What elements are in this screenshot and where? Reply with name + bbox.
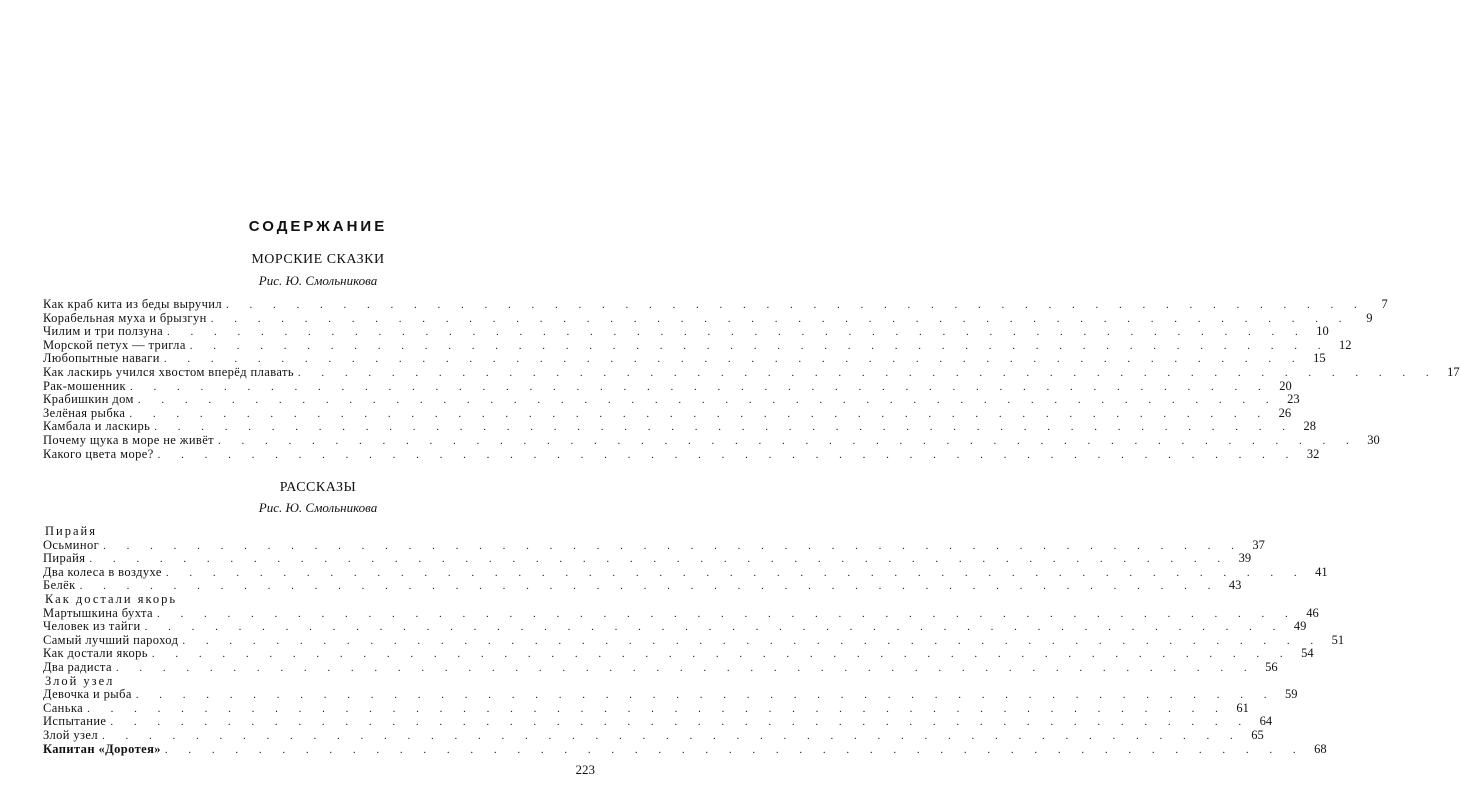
dot-leader: . . . . . . . . . . . . . . . . . . . . . . . . . . . . . . . . . . . . . . . . . . . . . . . . . (135, 689, 1276, 702)
toc-list-stories (43, 524, 1345, 756)
toc-entry-page: 41 (1315, 564, 1328, 579)
toc-entry (43, 432, 1380, 448)
toc-entry-title: Как ласкирь учился хвостом вперёд плавать (43, 364, 294, 379)
toc-entry (43, 446, 1320, 462)
toc-entry (43, 537, 1265, 553)
toc-entry-title: Пирайя (43, 551, 86, 566)
toc-entry (43, 419, 1316, 434)
dot-leader: . . . . . . . . . . . . . . . . . . . . . . . . . . . . . . . . . . . . . . . . . . . . . . . . . (79, 580, 1220, 593)
toc-entry (43, 632, 1345, 648)
dot-leader: . . . . . . . . . . . . . . . . . . . . . . . . . . . . . . . . . . . . . . . . . . . . . . . . . (115, 661, 1256, 674)
dot-leader: . . . . . . . . . . . . . . . . . . . . . . . . . . . . . . . . . . . . . . . . . . . . . . . . . (144, 621, 1285, 634)
toc-entry-page: 7 (1381, 297, 1388, 311)
toc-entry (43, 337, 1352, 353)
toc-entry-title: Испытание (43, 714, 107, 729)
dot-leader: . . . . . . . . . . . . . . . . . . . . . . . . . . . . . . . . . . . . . . . . . . . . . . . . . (137, 394, 1278, 407)
toc-entry-title: Капитан «Доротея» (43, 741, 161, 756)
toc-entry (43, 392, 1300, 407)
toc-entry (43, 687, 1298, 702)
toc-entry-page: 61 (1236, 700, 1249, 715)
toc-entry-page: 43 (1228, 578, 1242, 593)
toc-entry-title: Как достали якорь (43, 646, 148, 661)
toc-entry-page: 26 (1278, 405, 1292, 420)
toc-entry-page: 51 (1331, 632, 1345, 647)
dot-leader: . . . . . . . . . . . . . . . . . . . . . . . . . . . . . . . . . . . . . . . . . . . . . . . . . (89, 553, 1230, 566)
toc-entry-page: 56 (1265, 659, 1278, 674)
toc-entry-page: 39 (1238, 551, 1252, 566)
toc-entry (43, 324, 1329, 339)
toc-entry-title: Любопытные наваги (43, 351, 160, 366)
dot-leader: . . . . . . . . . . . . . . . . . . . . . . . . . . . . . . . . . . . . . . . . . . . . . . . . . (157, 448, 1298, 461)
toc-entry (43, 646, 1314, 661)
toc-entry-page: 54 (1301, 646, 1314, 661)
toc-entry (43, 351, 1326, 366)
toc-entry-title: Девочка и рыба (43, 687, 132, 702)
toc-entry-page: 32 (1306, 446, 1320, 461)
toc-entry (43, 741, 1327, 757)
toc-group-heading (43, 675, 596, 689)
dot-leader: . . . . . . . . . . . . . . . . . . . . . . . . . . . . . . . . . . . . . . . . . . . . . . . . . (210, 312, 1351, 325)
toc-entry (43, 378, 1292, 394)
toc-entry-title: Осьминог (43, 537, 100, 552)
toc-entry-title: Мартышкина бухта (43, 605, 153, 620)
dot-leader: . . . . . . . . . . . . . . . . . . . . . . . . . . . . . . . . . . . . . . . . . . . . . . . . . (167, 326, 1307, 339)
toc-entry-title: Чилим и три ползуна (43, 324, 164, 339)
toc-entry-page: 30 (1367, 432, 1380, 447)
dot-leader: . . . . . . . . . . . . . . . . . . . . . . . . . . . . . . . . . . . . . . . . . . . . . . . . . (165, 566, 1306, 579)
toc-entry-page: 10 (1316, 324, 1329, 339)
toc-entry-title: Санька (43, 700, 84, 715)
toc-group-title: Пирайя (45, 524, 97, 538)
toc-entry-page: 37 (1252, 537, 1265, 552)
toc-entry (43, 619, 1307, 634)
section-title-sea-tales: МОРСКИЕ СКАЗКИ (251, 252, 385, 267)
toc-entry-page: 28 (1303, 419, 1316, 434)
dot-leader: . . . . . . . . . . . . . . . . . . . . . . . . . . . . . . . . . . . . . . . . . . . . . . . . . (151, 648, 1292, 661)
toc-entry (43, 564, 1328, 580)
toc-entry (43, 659, 1278, 675)
toc-entry-page: 15 (1313, 351, 1326, 366)
toc-entry (43, 578, 1242, 593)
section-title-stories: РАССКАЗЫ (279, 480, 357, 495)
toc-entry-page: 9 (1366, 310, 1373, 325)
toc-entry (43, 551, 1252, 566)
toc-entry-page: 23 (1287, 392, 1300, 407)
toc-entry (43, 364, 1460, 380)
dot-leader: . . . . . . . . . . . . . . . . . . . . . . . . . . . . . . . . . . . . . . . . . . . . . . . . . (157, 607, 1297, 620)
toc-group-heading (43, 593, 596, 607)
toc-entry (43, 405, 1292, 421)
dot-leader: . . . . . . . . . . . . . . . . . . . . . . . . . . . . . . . . . . . . . . . . . . . . . . . . . (164, 743, 1305, 756)
toc-entry-page: 17 (1447, 364, 1460, 379)
toc-entry-title: Самый лучший пароход (43, 632, 179, 647)
toc-entry-title: Рак-мошенник (43, 378, 127, 393)
dot-leader: . . . . . . . . . . . . . . . . . . . . . . . . . . . . . . . . . . . . . . . . . . . . . . . . . (110, 716, 1251, 729)
toc-entry (43, 714, 1273, 729)
toc-entry-title: Камбала и ласкирь (43, 419, 151, 434)
toc-entry (43, 297, 1388, 312)
toc-entry-title: Человек из тайги (43, 619, 141, 634)
contents-heading: СОДЕРЖАНИЕ (248, 218, 388, 235)
dot-leader: . . . . . . . . . . . . . . . . . . . . . . . . . . . . . . . . . . . . . . . . . . . . . . . . . (297, 366, 1438, 379)
toc-entry-page: 20 (1279, 378, 1292, 393)
toc-group-title: Как достали якорь (45, 591, 178, 606)
dot-leader: . . . . . . . . . . . . . . . . . . . . . . . . . . . . . . . . . . . . . . . . . . . . . . . . . (129, 407, 1270, 420)
toc-group-heading (43, 525, 596, 539)
toc-entry-page: 46 (1306, 605, 1319, 620)
toc-entry (43, 605, 1319, 621)
dot-leader: . . . . . . . . . . . . . . . . . . . . . . . . . . . . . . . . . . . . . . . . . . . . . . . . . (87, 702, 1227, 715)
toc-entry-title: Корабельная муха и брызгун (43, 310, 207, 325)
dot-leader: . . . . . . . . . . . . . . . . . . . . . . . . . . . . . . . . . . . . . . . . . . . . . . . . . (218, 434, 1358, 447)
dot-leader: . . . . . . . . . . . . . . . . . . . . . . . . . . . . . . . . . . . . . . . . . . . . . . . . . (101, 729, 1242, 742)
toc-entry-page: 12 (1339, 337, 1352, 352)
dot-leader: . . . . . . . . . . . . . . . . . . . . . . . . . . . . . . . . . . . . . . . . . . . . . . . . . (163, 353, 1304, 366)
toc-entry-page: 68 (1314, 741, 1327, 756)
toc-entry-title: Два радиста (43, 659, 112, 674)
toc-entry-page: 59 (1285, 687, 1298, 702)
page-number: 223 (575, 762, 595, 777)
section-illustrator-sea-tales: Рис. Ю. Смольникова (258, 273, 378, 288)
toc-entry-title: Зелёная рыбка (43, 405, 126, 420)
dot-leader: . . . . . . . . . . . . . . . . . . . . . . . . . . . . . . . . . . . . . . . . . . . . . . . . . (226, 299, 1366, 311)
toc-list-sea-tales (43, 297, 1460, 461)
dot-leader: . . . . . . . . . . . . . . . . . . . . . . . . . . . . . . . . . . . . . . . . . . . . . . . . . (189, 339, 1330, 352)
toc-entry-title: Злой узел (43, 727, 98, 742)
toc-entry-page: 49 (1293, 619, 1307, 634)
toc-entry-title: Почему щука в море не живёт (43, 432, 215, 447)
toc-entry-title: Морской петух — тригла (43, 337, 186, 352)
toc-entry-title: Какого цвета море? (43, 446, 154, 461)
dot-leader: . . . . . . . . . . . . . . . . . . . . . . . . . . . . . . . . . . . . . . . . . . . . . . . . . (182, 634, 1323, 647)
toc-entry-page: 65 (1251, 727, 1264, 742)
dot-leader: . . . . . . . . . . . . . . . . . . . . . . . . . . . . . . . . . . . . . . . . . . . . . . . . . (103, 539, 1243, 552)
toc-entry (43, 700, 1249, 716)
toc-entry-title: Два колеса в воздухе (43, 564, 162, 579)
dot-leader: . . . . . . . . . . . . . . . . . . . . . . . . . . . . . . . . . . . . . . . . . . . . . . . . . (130, 380, 1270, 393)
toc-entry-page: 64 (1259, 714, 1273, 729)
toc-entry (43, 727, 1264, 743)
section-illustrator-stories: Рис. Ю. Смольникова (258, 500, 378, 515)
dot-leader: . . . . . . . . . . . . . . . . . . . . . . . . . . . . . . . . . . . . . . . . . . . . . . . . . (154, 421, 1294, 434)
toc-entry-title: Крабишкин дом (43, 392, 134, 407)
toc-entry-title: Как краб кита из беды выручил (43, 297, 222, 311)
toc-entry (43, 310, 1373, 326)
toc-entry-title: Белёк (43, 578, 76, 593)
toc-group-title: Злой узел (45, 673, 115, 688)
